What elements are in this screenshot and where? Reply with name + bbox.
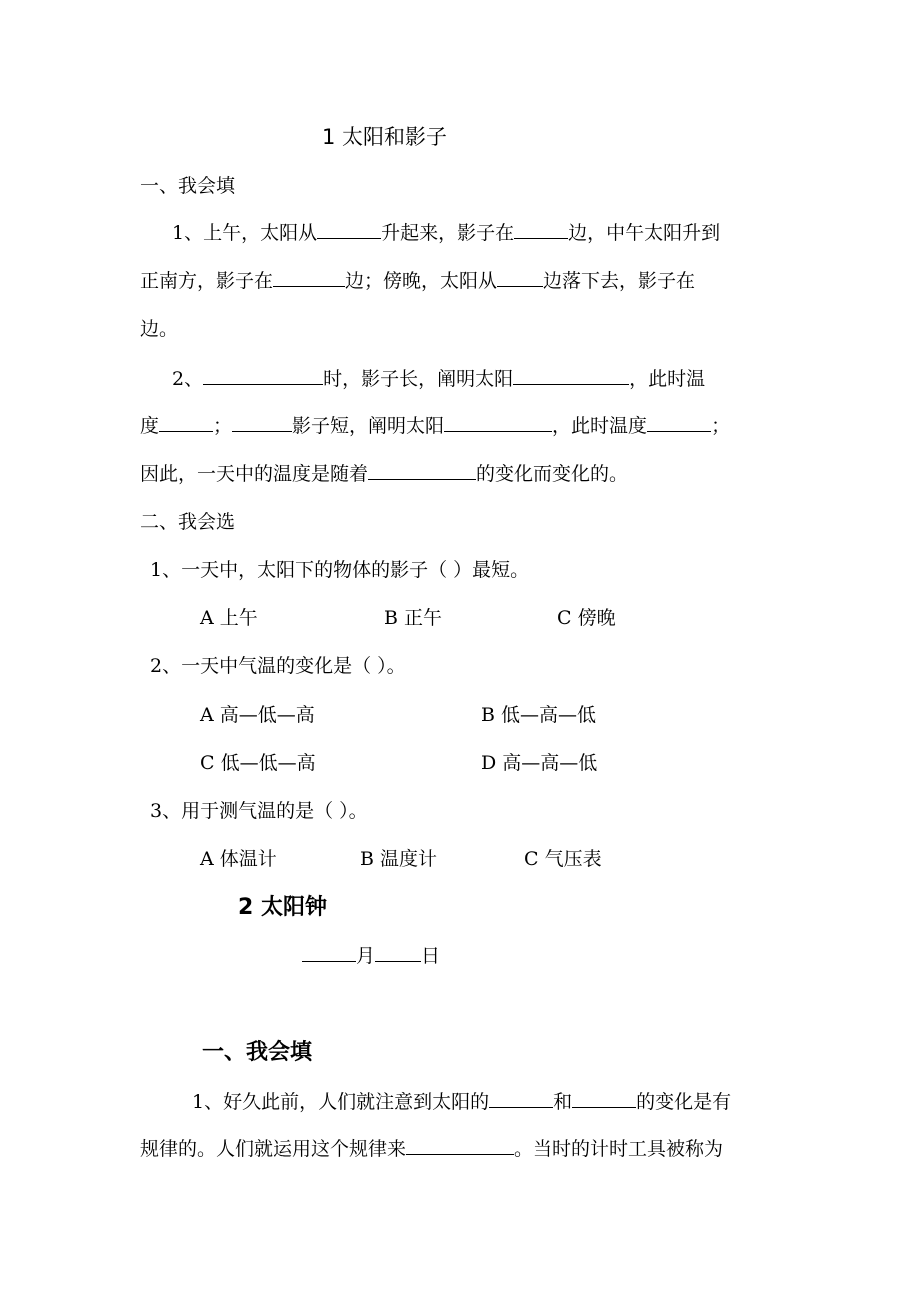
mc3-option-a[interactable]: A 体温计	[200, 848, 277, 870]
answer-blank[interactable]	[368, 461, 476, 480]
lesson1-title: 1 太阳和影子	[322, 125, 448, 149]
answer-blank[interactable]	[489, 1089, 553, 1108]
answer-blank[interactable]	[572, 1089, 636, 1108]
text-segment: 度	[140, 415, 160, 437]
mc2-option-d[interactable]: D 高—高—低	[481, 752, 598, 774]
lesson2-q1-line1	[192, 1089, 731, 1115]
text-segment: ，此时温度	[552, 415, 648, 437]
answer-blank[interactable]	[203, 366, 323, 385]
answer-blank[interactable]	[159, 413, 213, 432]
lesson2-section1-heading: 一、我会填	[202, 1040, 313, 1065]
mc3-option-b[interactable]: B 温度计	[360, 848, 438, 870]
lesson1-q2-line3	[140, 461, 628, 487]
text-segment: 正南方，影子在	[140, 270, 274, 292]
answer-blank[interactable]	[444, 413, 552, 432]
answer-blank[interactable]	[232, 413, 292, 432]
day-label: 日	[421, 945, 441, 967]
lesson1-q1-line1	[172, 220, 720, 246]
mc1-question: 1、一天中，太阳下的物体的影子（ ）最短。	[150, 559, 530, 581]
mc1-option-c[interactable]: C 傍晚	[557, 607, 616, 629]
mc1-option-a[interactable]: A 上午	[200, 607, 258, 629]
answer-blank[interactable]	[514, 220, 568, 239]
lesson2-q1-line2	[140, 1136, 723, 1162]
text-segment: ；	[711, 415, 731, 437]
mc3-option-c[interactable]: C 气压表	[524, 848, 602, 870]
text-segment: 。当时的计时工具被称为	[514, 1138, 724, 1160]
mc3-question: 3、用于测气温的是（ ）。	[150, 800, 368, 822]
text-segment: 1、好久此前，人们就注意到太阳的	[192, 1091, 490, 1113]
day-blank[interactable]	[375, 943, 421, 962]
text-segment: 边落下去，影子在	[543, 270, 696, 292]
text-segment: 因此，一天中的温度是随着	[140, 463, 369, 485]
lesson1-q1-line3: 边。	[140, 318, 179, 340]
mc2-option-b[interactable]: B 低—高—低	[481, 704, 597, 726]
answer-blank[interactable]	[647, 413, 711, 432]
text-segment: 边，中午太阳升到	[568, 222, 721, 244]
mc2-question: 2、一天中气温的变化是（ ）。	[150, 655, 406, 677]
text-segment: 1、上午，太阳从	[172, 222, 318, 244]
date-line	[302, 943, 440, 969]
answer-blank[interactable]	[513, 366, 629, 385]
text-segment: 的变化而变化的。	[476, 463, 629, 485]
lesson1-q1-line2	[140, 268, 695, 294]
lesson1-q2-line2	[140, 413, 730, 439]
mc2-option-a[interactable]: A 高—低—高	[200, 704, 315, 726]
text-segment: ，此时温	[629, 368, 706, 390]
text-segment: 2、	[172, 368, 204, 390]
text-segment: 规律的。人们就运用这个规律来	[140, 1138, 407, 1160]
text-segment: 边；傍晚，太阳从	[345, 270, 498, 292]
mc2-option-c[interactable]: C 低—低—高	[200, 752, 316, 774]
lesson1-section1-heading: 一、我会填	[140, 175, 236, 197]
text-segment: ；	[213, 415, 233, 437]
month-label: 月	[356, 945, 376, 967]
text-segment: 升起来，影子在	[381, 222, 515, 244]
lesson1-q2-line1	[172, 366, 705, 392]
text-segment: 时，影子长，阐明太阳	[323, 368, 514, 390]
mc1-option-b[interactable]: B 正午	[384, 607, 443, 629]
text-segment: 的变化是有	[636, 1091, 732, 1113]
month-blank[interactable]	[302, 943, 356, 962]
lesson2-title: 2 太阳钟	[238, 895, 327, 920]
text-segment: 和	[553, 1091, 573, 1113]
lesson1-section2-heading: 二、我会选	[140, 511, 236, 533]
answer-blank[interactable]	[406, 1136, 514, 1155]
text-segment: 影子短，阐明太阳	[292, 415, 445, 437]
answer-blank[interactable]	[273, 268, 345, 287]
answer-blank[interactable]	[317, 220, 381, 239]
answer-blank[interactable]	[497, 268, 543, 287]
